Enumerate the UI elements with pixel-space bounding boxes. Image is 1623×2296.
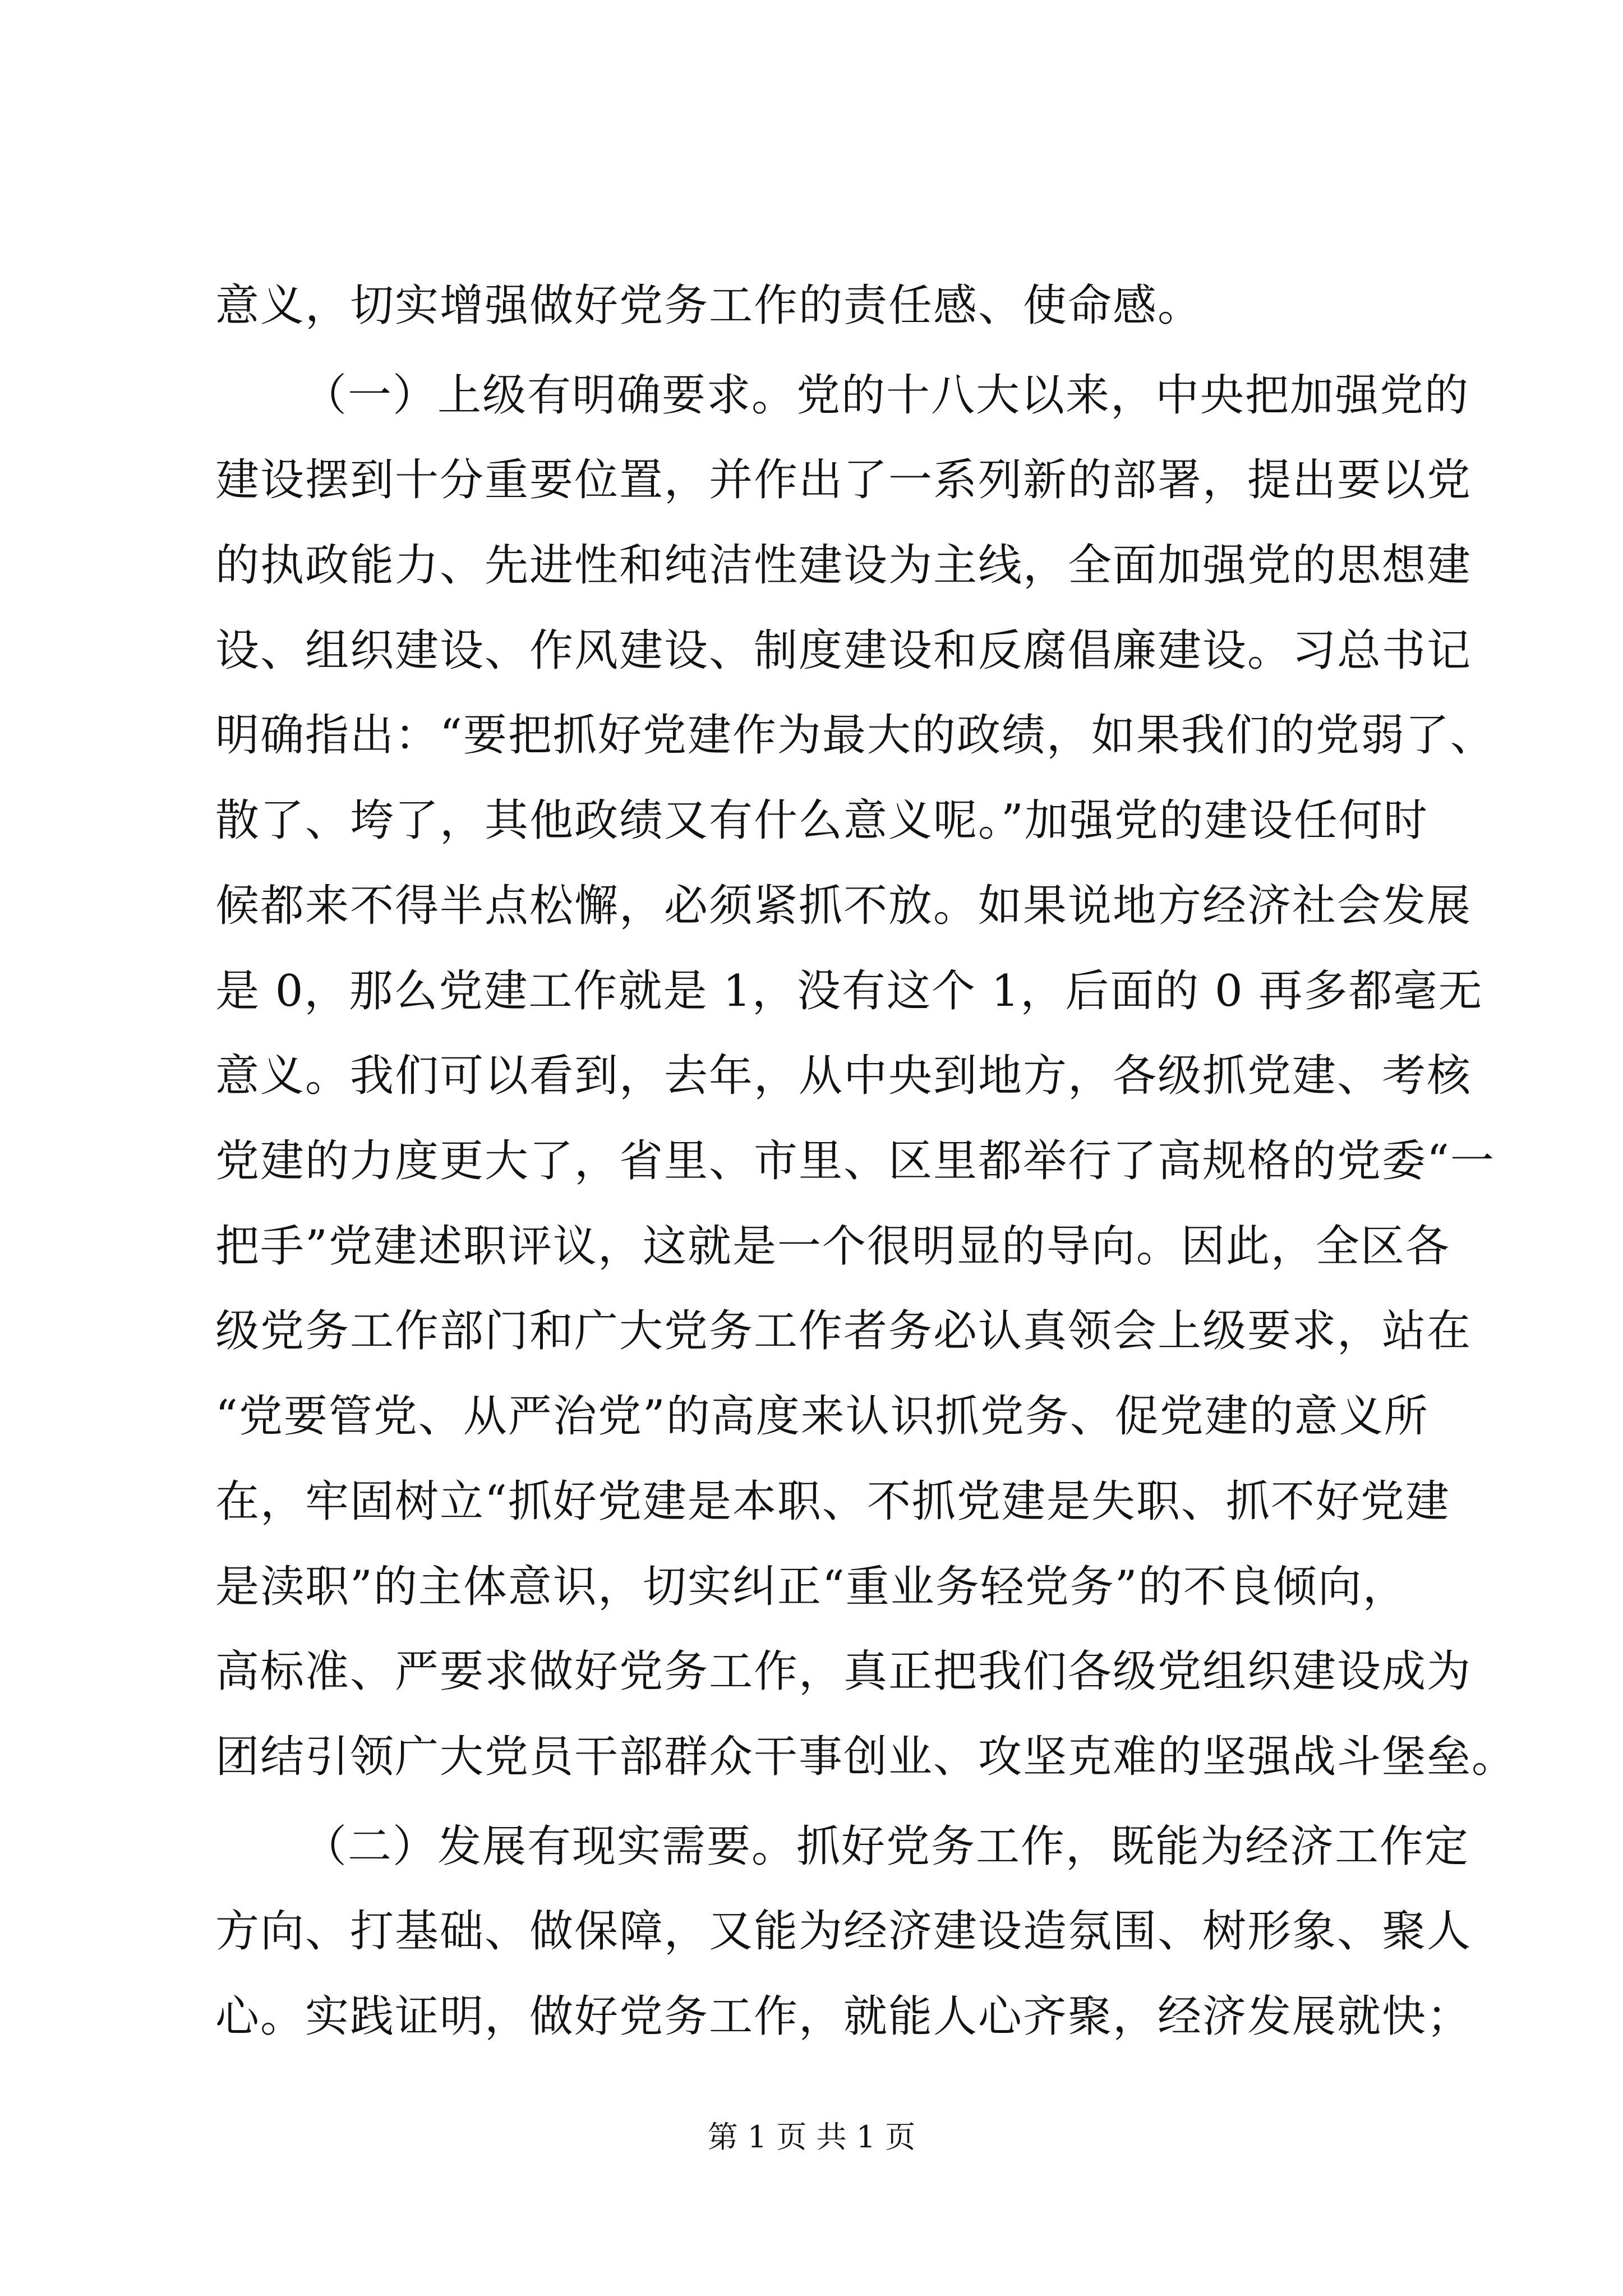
text-line-5: 设、组织建设、作风建设、制度建设和反腐倡廉建设。习总书记 [215, 625, 1472, 676]
text-line-15: 在，牢固树立“抓好党建是本职、不抓党建是失职、抓不好党建 [215, 1476, 1450, 1527]
text-line-6: 明确指出：“要把抓好党建作为最大的政绩，如果我们的党弱了、 [215, 710, 1495, 761]
text-line-13: 级党务工作部门和广大党务工作者务必认真领会上级要求，站在 [215, 1306, 1472, 1357]
text-line-20: 方向、打基础、做保障，又能为经济建设造氛围、树形象、聚人 [215, 1906, 1472, 1957]
text-line-3: 建设摆到十分重要位置，并作出了一系列新的部署，提出要以党 [215, 455, 1472, 506]
text-line-17: 高标准、严要求做好党务工作，真正把我们各级党组织建设成为 [215, 1646, 1472, 1697]
text-line-19: （二）发展有现实需要。抓好党务工作，既能为经济工作定 [303, 1821, 1470, 1872]
text-line-9: 是 0，那么党建工作就是 1，没有这个 1，后面的 0 再多都毫无 [215, 965, 1483, 1016]
page-number-footer: 第 1 页 共 1 页 [707, 2119, 916, 2155]
text-line-8: 候都来不得半点松懈，必须紧抓不放。如果说地方经济社会发展 [215, 880, 1472, 931]
text-line-1: 意义，切实增强做好党务工作的责任感、使命感。 [215, 280, 1203, 331]
text-line-4: 的执政能力、先进性和纯洁性建设为主线，全面加强党的思想建 [215, 540, 1472, 591]
text-line-10: 意义。我们可以看到，去年，从中央到地方，各级抓党建、考核 [215, 1051, 1472, 1102]
text-line-7: 散了、垮了，其他政绩又有什么意义呢。”加强党的建设任何时 [215, 795, 1428, 846]
text-line-21: 心。实践证明，做好党务工作，就能人心齐聚，经济发展就快； [215, 1991, 1472, 2042]
text-line-14: “党要管党、从严治党”的高度来认识抓党务、促党建的意义所 [215, 1391, 1429, 1442]
text-line-12: 把手”党建述职评议，这就是一个很明显的导向。因此，全区各 [215, 1221, 1450, 1272]
text-line-16: 是渎职”的主体意识，切实纠正“重业务轻党务”的不良倾向， [215, 1561, 1408, 1612]
text-line-11: 党建的力度更大了，省里、市里、区里都举行了高规格的党委“一 [215, 1136, 1495, 1186]
text-line-2: （一）上级有明确要求。党的十八大以来，中央把加强党的 [303, 370, 1470, 421]
text-line-18: 团结引领广大党员干部群众干事创业、攻坚克难的坚强战斗堡垒。 [215, 1731, 1517, 1782]
